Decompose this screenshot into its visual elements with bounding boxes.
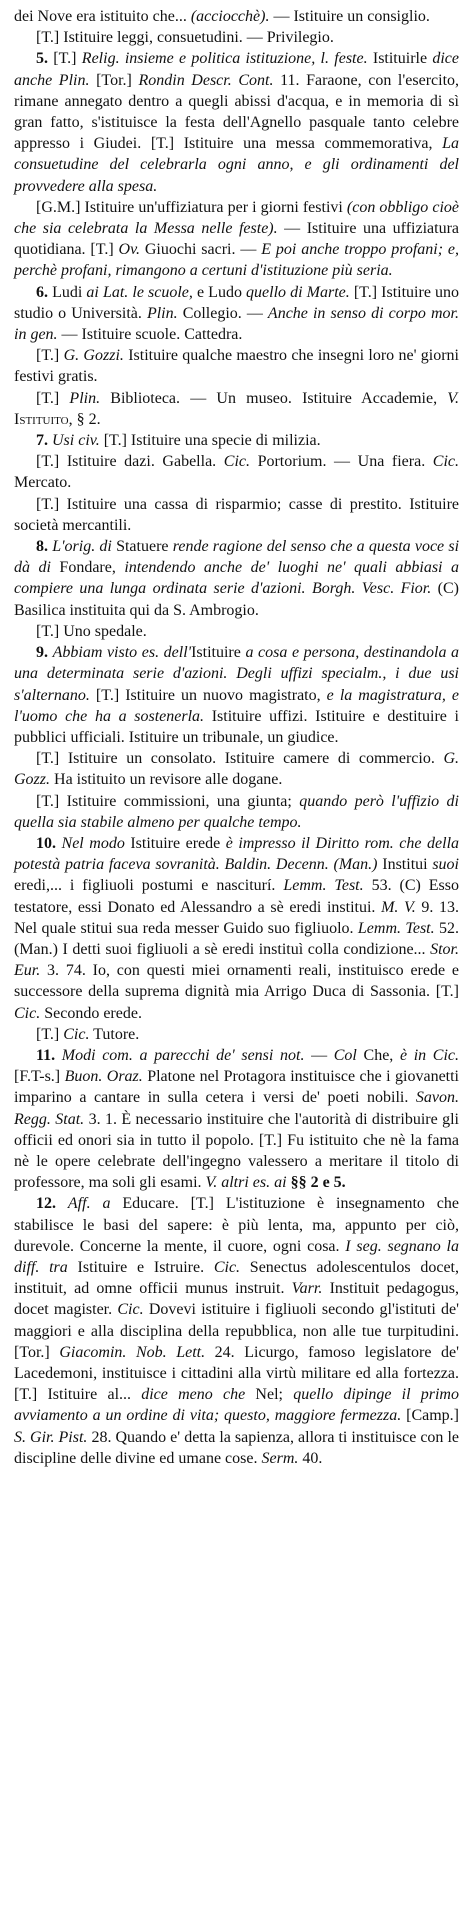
italic-text-run: suoi [432, 856, 459, 874]
text-run: Ha istituito un revisore alle dogane. [50, 771, 283, 789]
sense-paragraph [14, 748, 463, 790]
sense-paragraph [14, 1024, 459, 1045]
italic-text-run: Cic. [117, 1301, 144, 1319]
sense-paragraph [14, 345, 463, 387]
text-run: [T.] [36, 389, 70, 407]
italic-text-run: rende ragione del senso che a questa voce si dà di [14, 538, 464, 577]
italic-text-run: e la magistratura, e l'uomo che ha a sostenerla. [14, 686, 464, 725]
sense-number: 7. [36, 432, 48, 450]
italic-text-run: L'orig. di [52, 538, 112, 556]
text-run: 24. Licurgo, famoso legislatore de' Lacedemoni, instituisce i cittadini alla virtù militare ed alla fortezza. [T.] Istituire al... [14, 1343, 463, 1404]
text-run: Senectus adolescentulos docet, instituit, ad omne officii munus instruit. [14, 1258, 464, 1298]
italic-text-run: M. V. [381, 898, 416, 916]
sense-paragraph [14, 27, 459, 48]
text-run: Istituire erede [124, 834, 226, 852]
italic-text-run: Serm. [261, 1449, 299, 1467]
text-run: dei Nove era istituito che... [14, 8, 191, 25]
text-run: e Ludo [192, 283, 247, 301]
italic-text-run: quello di Marte. [246, 283, 350, 301]
text-run: Educare. [T.] L'istituzione è insegnamento che stabilisce le basi del sapere: è più lenta, ma, appunto per ciò, durevole. Concerne la mente, il cuore, ogni cosa. [14, 1195, 463, 1255]
text-run: , § 2. [68, 410, 101, 428]
text-run: [T.] Istituire leggi, consuetudini. — Privilegio. [36, 29, 334, 47]
numbered-sense-paragraph [14, 833, 464, 1024]
italic-text-run: Cic. [223, 453, 250, 471]
italic-text-run: G. Gozz. [14, 750, 463, 789]
italic-text-run: G. Gozzi. [63, 347, 124, 365]
text-run: 3. 1. È necessario instituire che l'autorità di distribuire gli officii ed onori sia in tutto il popolo. [T.] Fu istituito che nè la fama nè le opere celebrate dell'ingegno valessero a meritare il titolo di professore, ma soli gli esami. [14, 1110, 463, 1192]
italic-text-run: Stor. Eur. [14, 940, 463, 980]
text-run: Istituire e Istruire. [67, 1258, 214, 1276]
text-run: Nel; [245, 1386, 294, 1404]
italic-text-run: Plin. [146, 304, 178, 322]
numbered-sense-paragraph [14, 282, 464, 346]
italic-text-run: Modi com. a parecchi de' sensi not. [61, 1046, 305, 1064]
text-run: [F.T-s.] [14, 1046, 464, 1086]
text-run: 3. 74. Io, con questi miei ornamenti reali, instituisco erede e successore della suprema dignità mia Arrigo Duca di Sassonia. [T.] [14, 962, 463, 1001]
text-run: [T.] Istituire commissioni, una giunta; [36, 792, 300, 810]
sense-number: 8. [36, 538, 48, 556]
italic-text-run: Lemm. Test. [283, 877, 364, 895]
italic-text-run: Aff. a [67, 1195, 111, 1213]
text-run: Giuochi sacri. — [140, 241, 262, 259]
italic-text-run: Anche in senso di corpo mor. in gen. [14, 304, 463, 344]
italic-text-run: V. altri es. ai [205, 1174, 287, 1192]
text-run: Che, [356, 1046, 400, 1064]
italic-text-run: Varr. [291, 1280, 323, 1298]
sense-paragraph [14, 621, 459, 642]
italic-text-run: Cic. [14, 1004, 41, 1022]
text-run: 40. [298, 1449, 323, 1467]
text-run: [T.] Istituire uno studio o Università. [14, 283, 464, 322]
text-run: [T.] [36, 347, 64, 365]
numbered-sense-paragraph [14, 536, 464, 621]
italic-text-run: Plin. [69, 389, 101, 407]
italic-text-run: Usi civ. [52, 432, 100, 450]
italic-text-run: dice anche Plin. [14, 50, 464, 89]
italic-text-run: Giacomin. Nob. Lett. [59, 1343, 206, 1361]
italic-text-run: quello dipinge il primo avviamento a un ordine di vita; questo, maggiore fermezza. [14, 1386, 463, 1425]
text-run: [G.M.] Istituire un'uffiziatura per i giorni festivi [36, 198, 347, 216]
text-run: Portorium. — Una fiera. [249, 453, 433, 471]
italic-text-run: quando però l'uffizio di quella sia stabile almeno per qualche tempo. [14, 792, 463, 831]
text-run: Istituire qualche maestro che insegni loro ne' giorni festivi gratis. [14, 347, 463, 386]
text-run: Ludi [48, 283, 87, 301]
numbered-sense-paragraph [14, 48, 464, 196]
text-run: Instituit pedagogus, docet magister. [14, 1280, 464, 1319]
text-run: (C) Basilica instituita qui da S. Ambrogio. [14, 580, 463, 619]
text-run: Istituirle [367, 50, 433, 68]
text-run: [T.] Istituire un nuovo magistrato, [89, 686, 327, 704]
sense-number: 5. [36, 50, 48, 68]
italic-text-run: Lemm. Test. [357, 919, 435, 937]
text-run: eredi,... i figliuoli postumi e nasciturí. [14, 856, 463, 895]
text-run: [T.] [36, 1025, 64, 1043]
italic-text-run: S. Gir. Pist. [14, 1428, 88, 1446]
bold-text-run: §§ 2 e 5. [286, 1174, 346, 1192]
sense-number: 6. [36, 283, 48, 301]
text-run: [T.] Istituire un consolato. Istituire camere di commercio. [36, 750, 444, 768]
numbered-sense-paragraph [14, 1193, 464, 1469]
italic-text-run: (acciocchè). [190, 8, 270, 25]
italic-text-run: Savon. Regg. Stat. [14, 1089, 463, 1128]
italic-text-run: Cic. [63, 1025, 90, 1043]
text-run: [T.] [48, 50, 82, 68]
text-run [56, 1195, 68, 1212]
italic-text-run: a cosa e persona, destinandola a una determinata serie d'azioni. Degli uffizi specialm., i due usi s'alternano. [14, 644, 464, 704]
text-run: — Istituire un consiglio. [269, 8, 430, 25]
text-run: [T.] Istituire una cassa di risparmio; casse di prestito. Istituire società mercantili. [14, 495, 463, 534]
numbered-sense-paragraph [14, 642, 464, 748]
small-caps-text-run: Istituito [14, 389, 463, 428]
italic-text-run: è in Cic. [399, 1046, 460, 1064]
italic-text-run: Col [333, 1046, 357, 1064]
text-run: Institui [377, 856, 433, 874]
sense-paragraph [14, 197, 464, 282]
text-run: [T.] Istituire una specie di milizia. [99, 432, 321, 450]
text-run: Platone nel Protagora instituisce che i giovanetti imparino a cantare in sulla cetera i versi de' poeti nobili. [14, 1068, 464, 1107]
text-run: Statuere [111, 538, 173, 556]
italic-text-run: Rondin Descr. Cont. [138, 71, 274, 89]
text-run [55, 1047, 62, 1064]
text-run: Dovevi istituire i figliuoli secondo gl'istituti de' maggiori e alla disciplina della repubblica, non alle tue turpitudini. [Tor.] [14, 1301, 464, 1361]
italic-text-run: La consuetudine del celebrarla ogni anno, e gli ordinamenti del provvedere alla spesa. [14, 135, 463, 195]
sense-number: 11. [36, 1046, 56, 1064]
sense-paragraph [14, 494, 463, 536]
italic-text-run: Cic. [432, 453, 459, 471]
sense-paragraph [14, 388, 463, 430]
text-run: Fondare, [50, 559, 125, 577]
italic-text-run: è impresso il Diritto rom. che della potestà patria faceva sovranità. Baldin. Decenn. (Man.) [14, 834, 464, 874]
sense-paragraph [14, 791, 463, 833]
text-run: [Tor.] [89, 71, 139, 89]
sense-number: 10. [36, 834, 56, 852]
text-run: 28. Quando e' detta la sapienza, allora ti instituisce con le discipline delle divine ed umane cose. [14, 1428, 464, 1467]
text-run: [Camp.] [401, 1407, 464, 1425]
text-run: 9. 13. Nel quale stitui sua reda messer Guido suo figliuolo. [14, 898, 463, 937]
text-run: — Istituire scuole. Cattedra. [57, 326, 243, 344]
italic-text-run: Buon. Oraz. [64, 1068, 143, 1086]
text-run: Secondo erede. [40, 1004, 142, 1022]
text-run: — Istituire una uffiziatura quotidiana. [T.] [14, 220, 463, 259]
italic-text-run: Relig. insieme e politica istituzione, l. feste. [81, 50, 368, 68]
italic-text-run: intendendo anche de' luoghi ne' quali abbiasi a compiere una lunga ordinata serie d'azioni. Borgh. Vesc. Fior. [14, 559, 463, 598]
sense-paragraph [14, 451, 463, 493]
italic-text-run: Nel modo [61, 834, 125, 852]
italic-text-run: Ov. [118, 241, 140, 259]
italic-text-run: Cic. [213, 1258, 241, 1276]
text-run: Mercato. [14, 453, 463, 492]
sense-number: 12. [36, 1195, 56, 1213]
text-run: 52. (Man.) I detti suoi figliuoli a sè eredi instituì colla condizione... [14, 919, 463, 958]
numbered-sense-paragraph [14, 1045, 464, 1193]
sense-paragraph [14, 6, 459, 27]
italic-text-run: (con obbligo cioè che sia celebrata la Messa nelle feste). [14, 198, 464, 238]
text-run: Collegio. — [177, 304, 268, 322]
italic-text-run: ai Lat. le scuole, [86, 283, 193, 301]
italic-text-run: V. [447, 389, 459, 407]
italic-text-run: E poi anche troppo profani; e, perchè profani, rimangono a certuni d'istituzione più seria. [14, 241, 464, 280]
text-run: [T.] Istituire dazi. Gabella. [36, 453, 224, 471]
text-run: Istituire [191, 644, 246, 662]
text-run: Biblioteca. — Un museo. Istituire Accademie, [100, 389, 448, 407]
text-run: Istituire uffizi. Istituire e destituire i pubblici ufficiali. Istituire un tribunale, un giudice. [14, 707, 463, 746]
text-run: — [304, 1046, 334, 1064]
text-run: [T.] Uno spedale. [36, 622, 147, 640]
text-run: Tutore. [89, 1025, 140, 1043]
text-run: 53. (C) Esso testatore, essi Donato ed Alessandro a sè eredi institui. [14, 877, 464, 916]
sense-number: 9. [36, 644, 48, 662]
italic-text-run: Abbiam visto es. dell' [52, 644, 192, 662]
italic-text-run: dice meno che [141, 1386, 246, 1404]
numbered-sense-paragraph [14, 430, 459, 451]
italic-text-run: I seg. segnano la diff. tra [14, 1237, 464, 1276]
text-run: 11. Faraone, con l'esercito, rimane annegato dentro a quegli abissi d'acqua, e in memoria di sì gran fatto, s'istituisce la festa dell'Agnello pasquale tanto celebre appresso i Giudei. [T.] Istituire una messa commemorativa, [14, 71, 464, 153]
